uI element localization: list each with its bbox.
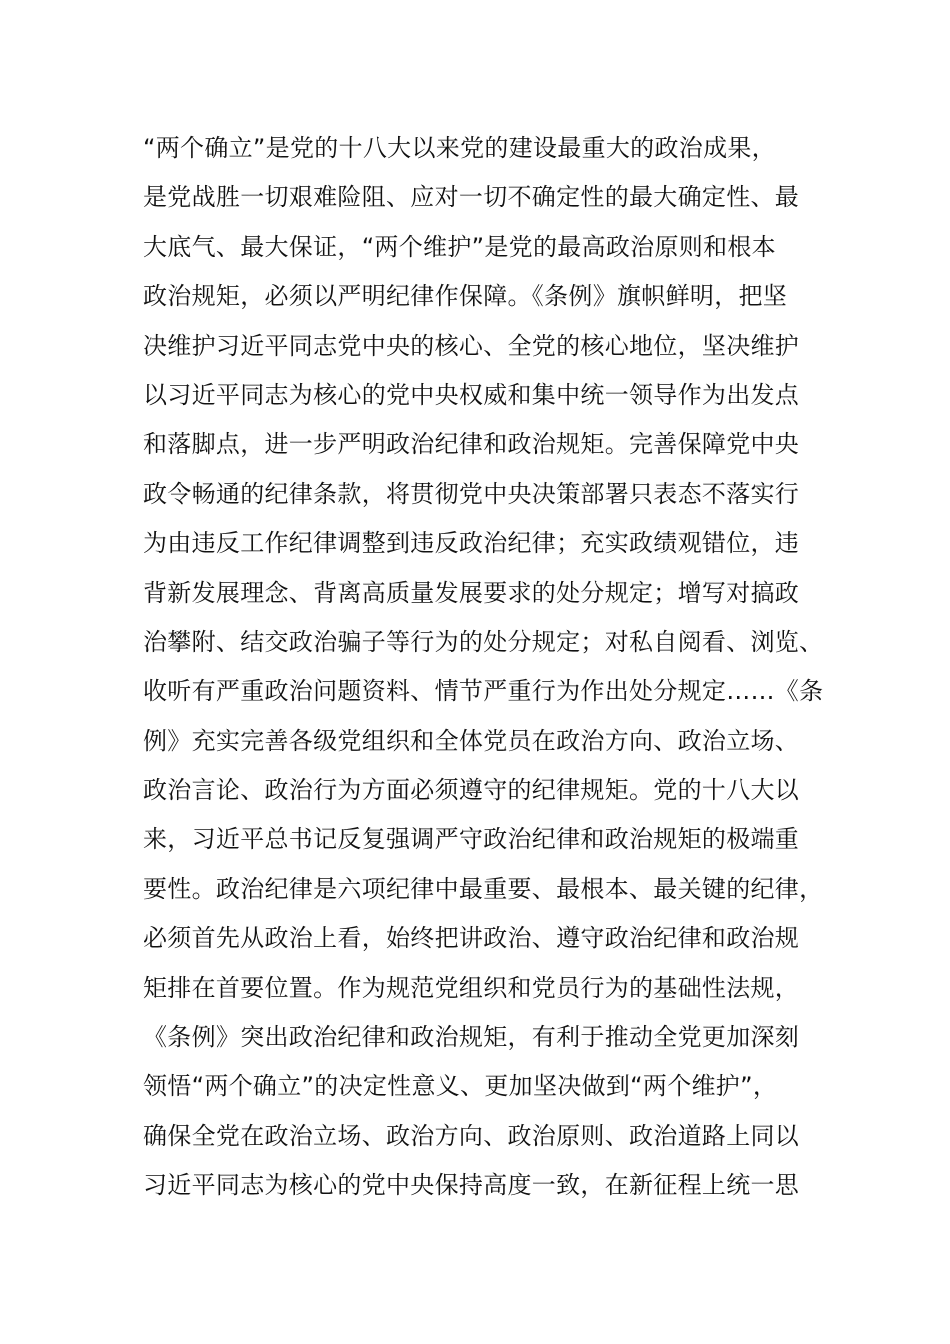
paragraph-line: 来，习近平总书记反复强调严守政治纪律和政治规矩的极端重: [143, 825, 800, 854]
paragraph-line: 为由违反工作纪律调整到违反政治纪律；充实政绩观错位，违: [143, 529, 800, 558]
paragraph-line: 背新发展理念、背离高质量发展要求的处分规定；增写对搞政: [143, 578, 800, 607]
paragraph-line: 以习近平同志为核心的党中央权威和集中统一领导作为出发点: [143, 380, 800, 409]
paragraph-line: 要性。政治纪律是六项纪律中最重要、最根本、最关键的纪律，: [143, 874, 824, 903]
paragraph-line: 例》充实完善各级党组织和全体党员在政治方向、政治立场、: [143, 726, 800, 755]
paragraph-line: 政治言论、政治行为方面必须遵守的纪律规矩。党的十八大以: [143, 776, 800, 805]
paragraph-line: 矩排在首要位置。作为规范党组织和党员行为的基础性法规，: [143, 973, 800, 1002]
paragraph-line: 政治规矩，必须以严明纪律作保障。《条例》旗帜鲜明，把坚: [143, 282, 788, 311]
paragraph-line: 确保全党在政治立场、政治方向、政治原则、政治道路上同以: [143, 1121, 800, 1150]
paragraph-line: 领悟“两个确立”的决定性意义、更加坚决做到“两个维护”，: [143, 1072, 778, 1101]
paragraph-line: 收听有严重政治问题资料、情节严重行为作出处分规定……《条: [143, 677, 824, 706]
paragraph-line: 必须首先从政治上看，始终把讲政治、遵守政治纪律和政治规: [143, 924, 800, 953]
paragraph-line: 政令畅通的纪律条款，将贯彻党中央决策部署只表态不落实行: [143, 479, 800, 508]
paragraph-line: 大底气、最大保证，“两个维护”是党的最高政治原则和根本: [143, 232, 776, 261]
paragraph-line: “两个确立”是党的十八大以来党的建设最重大的政治成果，: [143, 134, 776, 162]
body-paragraph: [143, 124, 823, 1211]
paragraph-line: 习近平同志为核心的党中央保持高度一致，在新征程上统一思: [143, 1171, 800, 1200]
paragraph-line: 决维护习近平同志党中央的核心、全党的核心地位，坚决维护: [143, 331, 800, 360]
paragraph-line: 和落脚点，进一步严明政治纪律和政治规矩。完善保障党中央: [143, 430, 800, 459]
paragraph-line: 是党战胜一切艰难险阻、应对一切不确定性的最大确定性、最: [143, 183, 800, 212]
paragraph-line: 治攀附、结交政治骗子等行为的处分规定；对私自阅看、浏览、: [143, 627, 824, 656]
paragraph-line: 《条例》突出政治纪律和政治规矩，有利于推动全党更加深刻: [143, 1023, 800, 1052]
